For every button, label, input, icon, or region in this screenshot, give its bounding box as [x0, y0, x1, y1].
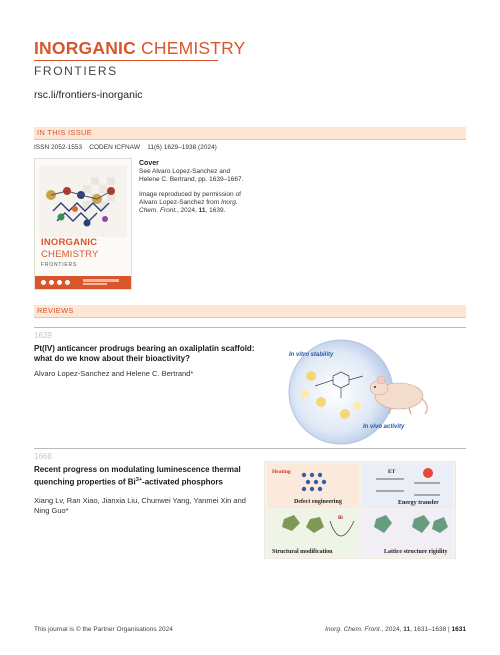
article-graphical-abstract[interactable] — [264, 461, 456, 559]
cover-logo-icon — [57, 280, 62, 285]
article-graphical-abstract[interactable] — [275, 336, 435, 446]
figure-label: In vivo activity — [363, 424, 405, 430]
in-this-issue-rule — [34, 139, 466, 140]
cover-logo-icon — [65, 280, 70, 285]
issn: ISSN 2052-1553 — [34, 144, 83, 151]
ligand-dot — [353, 402, 361, 410]
cover-see: See Alvaro Lopez-Sanchez and Helene C. Bertrand, pp. 1639–1667. — [139, 168, 244, 184]
page-number: 1631 — [451, 626, 466, 633]
cover-molecule-illustration — [39, 165, 127, 237]
in-this-issue-bar — [34, 127, 466, 139]
cover-title-light: CHEMISTRY — [41, 249, 99, 260]
ligand-dot — [306, 371, 316, 381]
cover-logo-icon — [41, 280, 46, 285]
cover-title-sub: FRONTIERS — [41, 262, 78, 268]
cover-footer-text-mark — [83, 283, 107, 285]
figure-label: Defect engineering — [294, 499, 342, 505]
cover-logo-icon — [49, 280, 54, 285]
ligand-dot — [301, 390, 309, 398]
journal-subtitle: FRONTIERS — [34, 64, 118, 78]
figure-label: Heating — [272, 469, 291, 475]
cover-label: Cover — [139, 160, 159, 167]
coden: CODEN ICFNAW — [89, 144, 140, 151]
issn-line — [34, 144, 217, 151]
journal-title-rule — [34, 60, 218, 61]
journal-title — [34, 38, 246, 59]
cover-info — [139, 160, 249, 221]
footer-citation: Inorg. Chem. Front., 2024, 11, 1631–1638 | 1631 — [325, 626, 466, 633]
figure-label: ET — [388, 469, 396, 475]
article-title[interactable]: Pt(IV) anticancer prodrugs bearing an oxaliplatin scaffold: what do we know about their bioactivity? — [34, 344, 255, 363]
article-authors: Xiang Lv, Ran Xiao, Jianxia Liu, Chunwei Yang, Yanmei Xin and Ning Guo* — [34, 496, 246, 515]
reviews-heading: REVIEWS — [37, 306, 74, 315]
figure-label: In vitro stability — [289, 352, 334, 358]
article-page-number: 1668 — [34, 452, 52, 461]
cover-title-bold: INORGANIC — [41, 237, 98, 248]
article-divider — [34, 448, 466, 449]
ligand-dot — [316, 397, 326, 407]
article-divider — [34, 327, 466, 328]
figure-label: Structural modification — [272, 549, 333, 555]
issue-range: 11(6) 1629–1938 (2024) — [147, 144, 217, 151]
reviews-rule — [34, 317, 466, 318]
figure-label: Bi — [338, 516, 343, 521]
ligand-dot — [340, 409, 350, 419]
journal-title-bold: INORGANIC — [34, 38, 136, 58]
journal-url[interactable]: rsc.li/frontiers-inorganic — [34, 89, 143, 101]
cover-footer-text-mark — [83, 279, 119, 282]
figure-label: Energy transfer — [398, 500, 439, 506]
footer-copyright: This journal is © the Partner Organisations 2024 — [34, 626, 173, 633]
reviews-bar — [34, 305, 466, 317]
cover-image[interactable] — [34, 158, 132, 290]
article-authors: Alvaro Lopez-Sanchez and Helene C. Bertrand* — [34, 369, 194, 378]
in-this-issue-heading: IN THIS ISSUE — [37, 128, 93, 137]
cover-credit: Image reproduced by permission of Alvaro Lopez-Sanchez from Inorg. Chem. Front., 2024, 11, 1639. — [139, 190, 241, 215]
figure-label: Lattice structure rigidity — [384, 549, 448, 555]
cover-footer-band — [35, 276, 131, 289]
journal-title-light: CHEMISTRY — [141, 38, 246, 58]
article-title[interactable]: Recent progress on modulating luminescence thermal quenching properties of $Bi^{3+}$-activated phosphors — [34, 465, 241, 487]
heat-icon — [423, 468, 433, 478]
article-page-number: 1639 — [34, 331, 52, 340]
